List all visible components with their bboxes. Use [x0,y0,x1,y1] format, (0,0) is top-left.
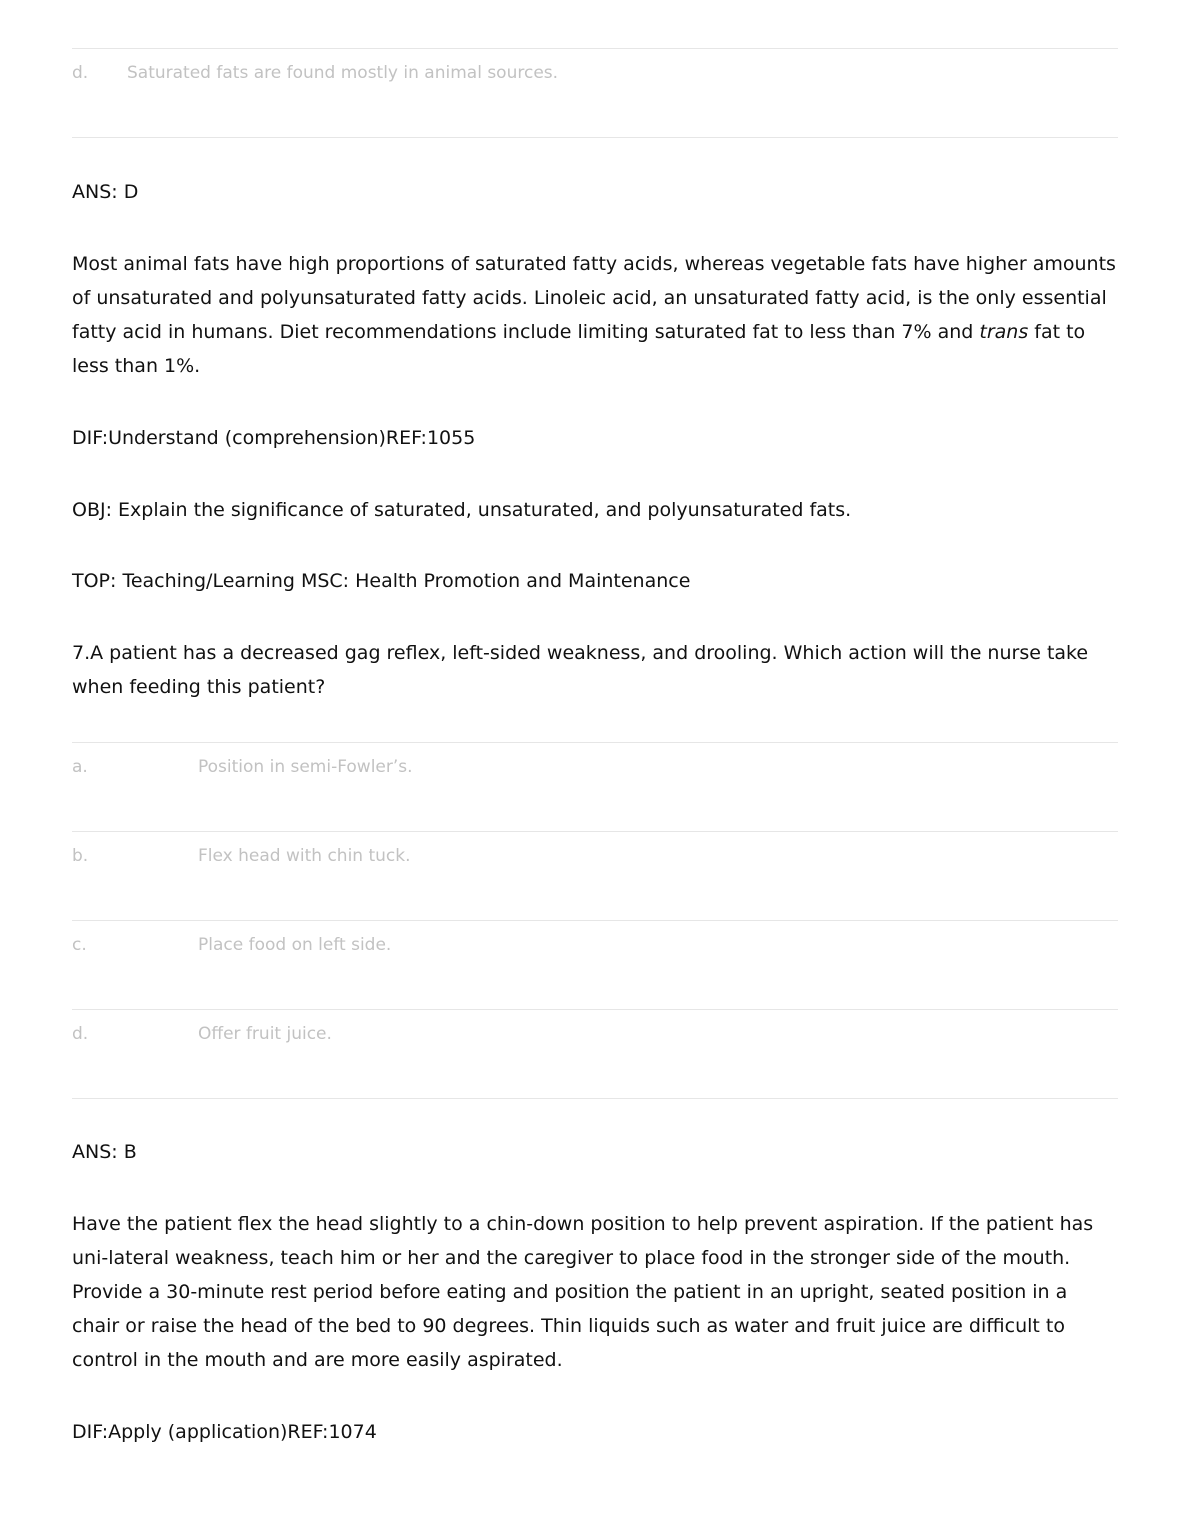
option-text: Saturated fats are found mostly in animal sources. [127,63,559,83]
option-row-b [72,831,1118,920]
option-row-prev-d [72,48,1118,138]
option-letter: a. [72,757,88,777]
option-letter: b. [72,846,89,866]
rationale-italic: trans [979,321,1029,343]
rationale-text-end: fat to less than 1%. [72,321,1086,377]
rationale-paragraph: Have the patient flex the head slightly to a chin-down position to help prevent aspiration. If the patient has uni-lateral weakness, teach him or her and the caregiver to place food in the stronger side of the mouth. Provide a 30-minute rest period before eating and position the patient in an upright, seated position in a chair or raise the head of the bed to 90 degrees. Thin liquids such as water and fruit juice are difficult to control in the mouth and are more easily aspirated. [72,1213,1094,1371]
option-text: Position in semi-Fowler’s. [198,757,413,777]
options-list [72,742,1118,1099]
dif-ref-line: DIF:Understand (comprehension)REF:1055 [72,427,476,449]
option-row-a [72,742,1118,831]
question-stem: 7.A patient has a decreased gag reflex, left-sided weakness, and drooling. Which action will the nurse take when feeding this patient? [72,642,1089,698]
answer-line: ANS: B [72,1141,137,1163]
obj-line: OBJ: Explain the significance of saturated, unsaturated, and polyunsaturated fats. [72,499,852,521]
rationale-text: Most animal fats have high proportions of saturated fatty acids, whereas vegetable fats have higher amounts of unsaturated and polyunsaturated fatty acids. Linoleic acid, an unsaturated fatty acid, is the only essential fatty acid in humans. Diet recommendations include limiting saturated fat to less than 7% and [72,253,1116,343]
option-row-c [72,920,1118,1009]
option-row-d [72,1009,1118,1099]
option-text: Place food on left side. [198,935,392,955]
rationale-paragraph [72,247,1118,383]
dif-ref-line: DIF:Apply (application)REF:1074 [72,1421,377,1443]
option-letter: c. [72,935,87,955]
answer-line: ANS: D [72,181,139,203]
option-letter: d. [72,63,89,83]
top-msc-line: TOP: Teaching/Learning MSC: Health Promotion and Maintenance [72,570,691,592]
option-text: Flex head with chin tuck. [198,846,411,866]
option-text: Offer fruit juice. [198,1024,332,1044]
option-letter: d. [72,1024,89,1044]
